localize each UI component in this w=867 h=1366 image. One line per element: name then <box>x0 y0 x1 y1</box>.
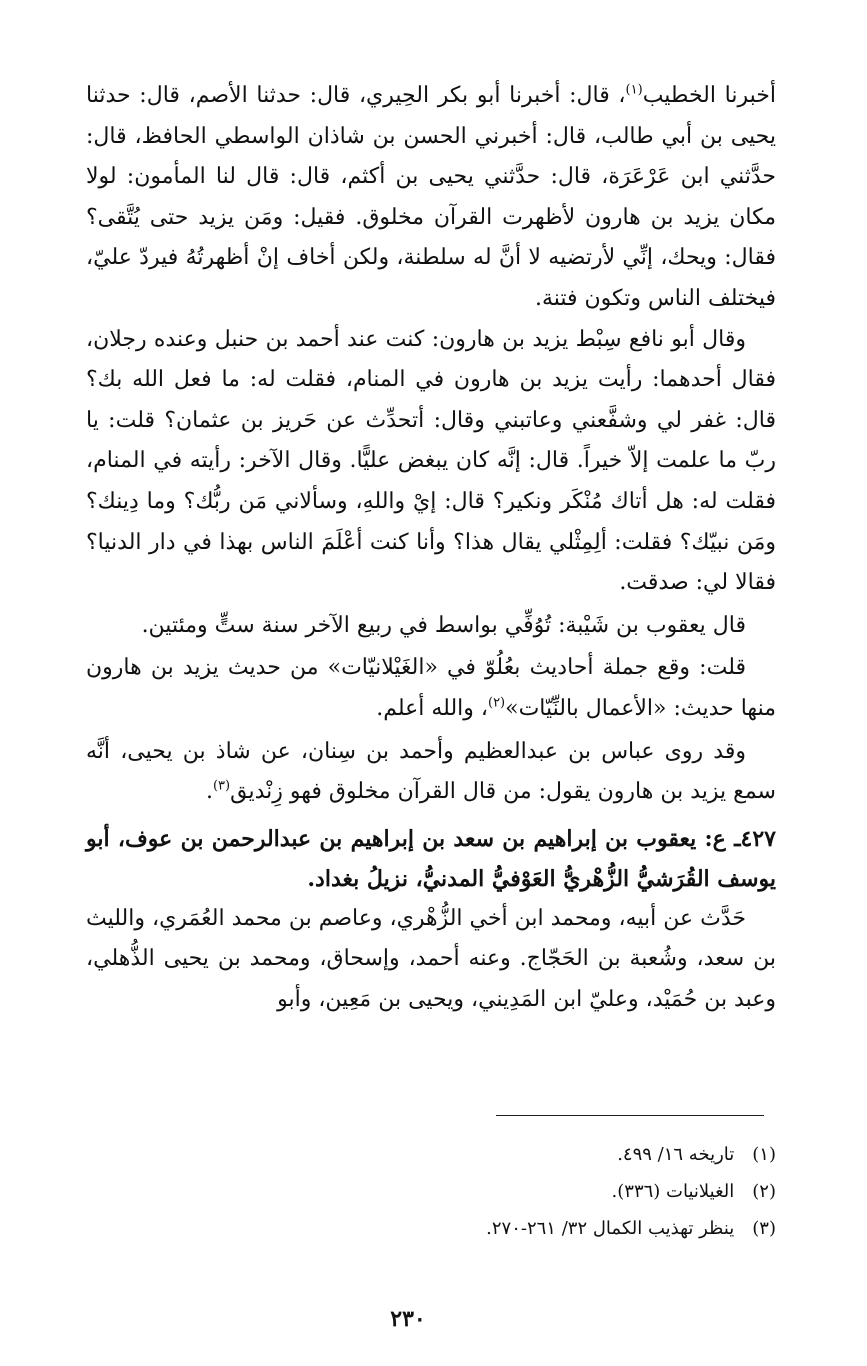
paragraph-death-date <box>86 606 776 647</box>
footnote-number: (٣) <box>752 1218 776 1239</box>
paragraph-text: قلت: وقع جملة أحاديث بعُلُوّ في «الغَيْلانيّات» من حديث يزيد بن هارون منها حديث: «الأعمال بالنِّيّات» <box>86 655 776 721</box>
footnote-1 <box>300 1136 776 1173</box>
entry-heading: ٤٢٧ـ ع: يعقوب بن إبراهيم بن سعد بن إبراهيم بن عبدالرحمن بن عوف، أبو يوسف القُرَشيُّ الزُّهْريُّ العَوْفيُّ المدنيُّ، نزيلُ بغداد. <box>86 825 776 892</box>
footnote-ref-1[interactable]: (١) <box>625 82 643 98</box>
footnote-2 <box>300 1173 776 1210</box>
footnote-3 <box>300 1210 776 1247</box>
footnote-ref-2[interactable]: (٢) <box>487 695 506 711</box>
paragraph-text: قال يعقوب بن شَيْبة: تُوُفِّي بواسط في ربيع الآخر سنة ستٍّ ومئتين. <box>141 612 746 638</box>
footnote-divider <box>496 1115 764 1116</box>
footnotes-section <box>300 1136 776 1247</box>
paragraph-narrators: حَدَّث عن أبيه، ومحمد ابن أخي الزُّهْري، وعاصم بن محمد العُمَري، والليث بن سعد، وشُعبة بن الحَجّاج. وعنه أحمد، وإسحاق، ومحمد بن يحيى الذُّهلي، وعبد بن حُمَيْد، وعليّ ابن المَدِيني، ويحيى بن مَعِين، وأبو <box>86 905 776 1012</box>
paragraph-text: ، والله أعلم. <box>376 695 488 721</box>
paragraph-text: ، قال: أخبرنا أبو بكر الحِيري، قال: حدثنا الأصم، قال: حدثنا يحيى بن أبي طالب، قال: أخبرني الحسن بن شاذان الواسطي الحافظ، قال: حدَّثني ابن عَرْعَرَة، قال: حدَّثني يحيى بن أكثم، قال: قال لنا المأمون: لولا مكان يزيد بن هارون لأظهرت القرآن مخلوق. فقيل: ومَن يزيد حتى يُتَّقى؟ فقال: ويحك، إنِّي لأرتضيه لا أنَّ له سلطنة، ولكن أخاف إنْ أظهرتُهُ فيردّ عليّ، فيختلف الناس وتكون فتنة. <box>86 83 776 311</box>
footnote-number: (١) <box>752 1144 776 1165</box>
main-text-block <box>86 76 776 1020</box>
paragraph-zindiq-quote <box>86 732 776 813</box>
paragraph-text: . <box>205 779 213 805</box>
paragraph-text: أخبرنا الخطيب <box>642 83 776 108</box>
footnote-text: الغيلانيات (٣٣٦). <box>611 1181 735 1202</box>
footnote-text: ينظر تهذيب الكمال ٣٢/ ٢٦١-٢٧٠. <box>486 1218 735 1239</box>
paragraph-text: وقال أبو نافع سِبْط يزيد بن هارون: كنت عند أحمد بن حنبل وعنده رجلان، فقال أحدهما: رأيت يزيد بن هارون في المنام، فقلت له: ما فعل الله بك؟ قال: غفر لي وشفَّعني وعاتبني وقال: أتحدِّث عن حَريز بن عثمان؟ قلت: يا ربّ ما علمت إلاّ خيراً. قال: إنَّه كان يبغض عليًّا. وقال الآخر: رأيته في المنام، فقلت له: هل أتاك مُنْكَر ونكير؟ قال: إيْ واللهِ، وسألاني مَن ربُّك؟ وما دِينك؟ ومَن نبيّك؟ فقلت: ألِمِثْلي يقال هذا؟ وأنا كنت أعْلَمَ الناس بهذا في دار الدنيا؟ فقالا لي: صدقت. <box>86 326 776 596</box>
footnote-text: تاريخه ١٦/ ٤٩٩. <box>617 1144 735 1165</box>
paragraph-abu-nafi-dream <box>86 320 776 604</box>
page-number: ٢٣٠ <box>390 1306 426 1332</box>
paragraph-al-mamun-narration <box>86 76 776 320</box>
paragraph-text: وقد روى عباس بن عبدالعظيم وأحمد بن سِنان، عن شاذ بن يحيى، أنَّه سمع يزيد بن هارون يقول: من قال القرآن مخلوق فهو زِنْديق <box>86 738 776 805</box>
footnote-ref-3[interactable]: (٣) <box>212 778 231 794</box>
paragraph-ghaylaniyyat <box>86 648 776 729</box>
footnote-number: (٢) <box>752 1181 776 1202</box>
